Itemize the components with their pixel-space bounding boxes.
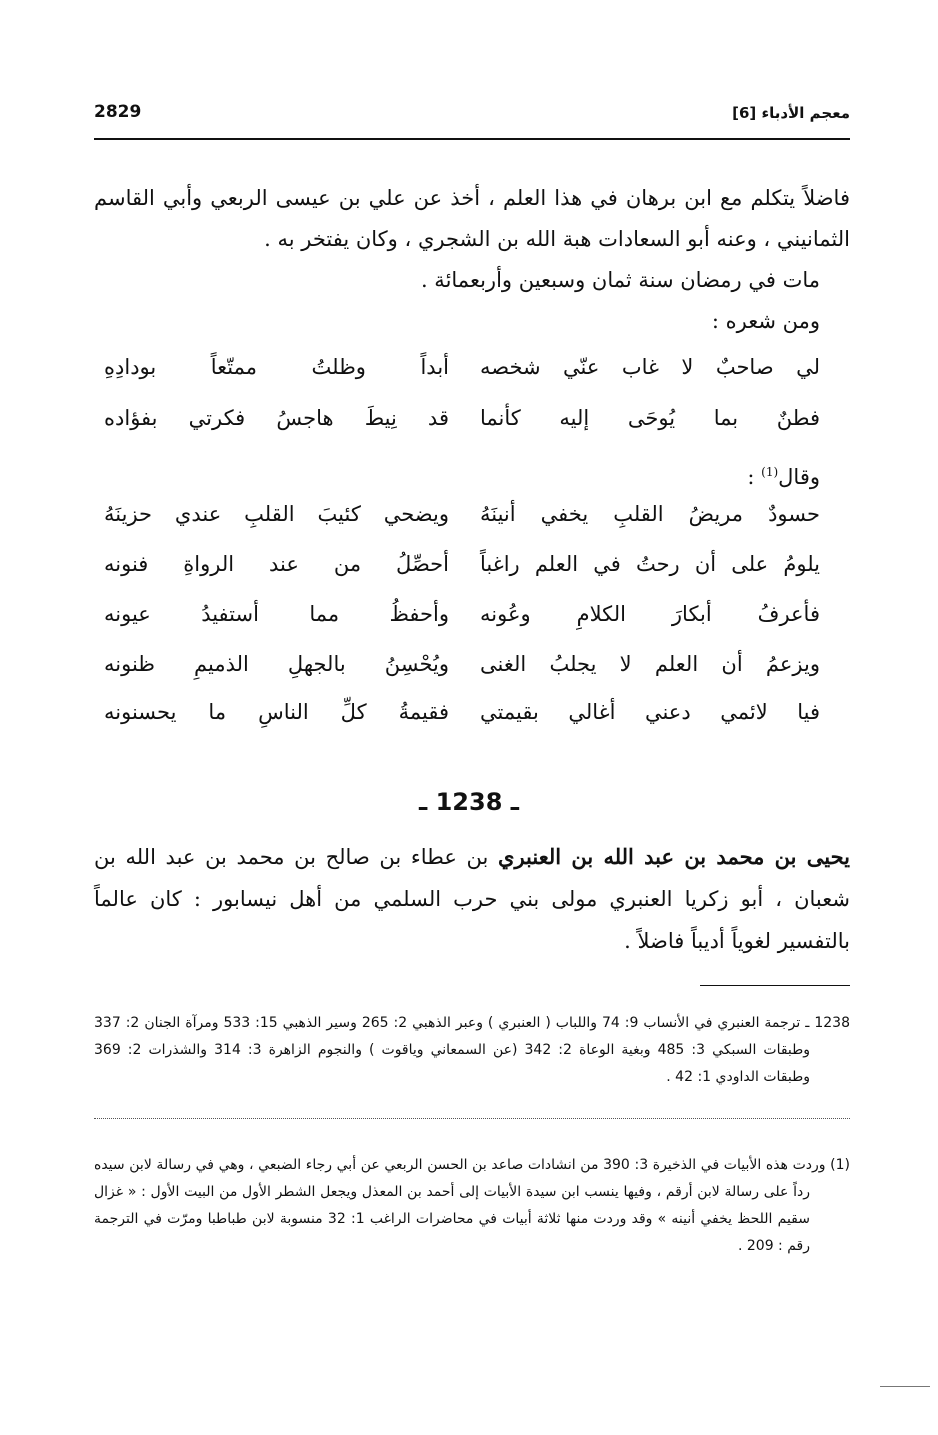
verse-second-hemistich: قد نِيطَ هاجسُ فكرتي بفؤاده [104, 406, 449, 430]
poem-2-intro [94, 452, 850, 498]
footnote-1 [94, 1152, 850, 1260]
corner-mark [880, 1386, 930, 1387]
footnote-entry-sources [94, 1010, 850, 1091]
entry-name: يحيى بن محمد بن عبد الله بن العنبري [498, 844, 850, 869]
footnote-separator [94, 1118, 850, 1119]
footnote-1-text: (1) وردت هذه الأبيات في الذخيرة 3: 390 من انشادات صاعد بن الحسن الربعي عن أبي رجاء الضبعي ، وهي في رسالة لابن سيده رداً على رسالة لابن أرقم ، وفيها ينسب ابن سيدة الأبيات إلى أحمد بن المعذل ويجعل الشطر الأول من البيت الأول : « غزال سقيم اللحظ يخفي أنينه » وقد وردت منها ثلاثة أبيات في محاضرات الراغب 1: 32 منسوبة لابن طباطبا ومرّت في الترجمة رقم : 209 . [94, 1157, 850, 1254]
poem-2-verse-1 [94, 502, 850, 554]
poem-1-verse-2 [94, 406, 850, 458]
poem-intro: ومن شعره : [711, 309, 820, 333]
verse-first-hemistich: ويزعمُ أن العلم لا يجلبُ الغنى [480, 652, 820, 676]
poem-2-verse-2 [94, 552, 850, 604]
running-title: معجم الأدباء [6] [732, 104, 850, 122]
main-text [94, 178, 850, 342]
header-rule [94, 138, 850, 140]
verse-second-hemistich: ويضحي كئيبَ القلبِ عندي حزينَهُ [104, 502, 449, 526]
paragraph-2: مات في رمضان سنة ثمان وسبعين وأربعمائة . [420, 268, 820, 292]
paragraph-1: فاضلاً يتكلم مع ابن برهان في هذا العلم ، أخذ عن علي بن عيسى الربعي وأبي القاسم الثمانيني ، وعنه أبو السعادات هبة الله بن الشجري ، وكان يفتخر به . [94, 186, 850, 251]
entry-number: ـ 1238 ـ [419, 788, 519, 816]
poem-1-verse-1 [94, 355, 850, 407]
footnote-sources-text: 1238 ـ ترجمة العنبري في الأنساب 9: 74 واللباب ( العنبري ) وعبر الذهبي 2: 265 وسير الذهبي 15: 533 ومرآة الجنان 2: 337 وطبقات السبكي 3: 485 وبغية الوعاة 2: 342 (عن السمعاني وياقوت ) والنجوم الزاهرة 3: 314 والشذرات 2: 369 وطبقات الداودي 1: 42 . [94, 1015, 850, 1085]
verse-first-hemistich: فأعرفُ أبكارَ الكلامِ وعُونه [480, 602, 820, 626]
poem-2-verse-4 [94, 652, 850, 704]
verse-second-hemistich: أبداً وظلتُ ممتّعاً بودادِهِ [104, 355, 449, 379]
verse-second-hemistich: فقيمةُ كلِّ الناسِ ما يحسنونه [104, 700, 449, 724]
verse-second-hemistich: وأحفظُ مما أستفيدُ عيونه [104, 602, 449, 626]
page-number: 2829 [94, 102, 142, 122]
verse-first-hemistich: حسودٌ مريضُ القلبِ يخفي أنينَهُ [480, 502, 820, 526]
poem-2-verse-3 [94, 602, 850, 654]
entry-text: بن عطاء بن صالح بن محمد بن عبد الله بن شعبان ، أبو زكريا العنبري مولى بني حرب السلمي من أهل نيسابور : كان عالماً بالتفسير لغوياً أديباً فاضلاً . [94, 845, 850, 953]
said-label: وقال [778, 465, 820, 489]
footnote-rule [700, 985, 850, 986]
verse-first-hemistich: فطنٌ بما يُوحَى إليه كأنما [480, 406, 820, 430]
footnote-ref-1[interactable]: (1) [761, 465, 779, 479]
verse-second-hemistich: أحصِّلُ من عند الرواةِ فنونه [104, 552, 449, 576]
page-header [94, 100, 850, 136]
verse-second-hemistich: ويُحْسِنُ بالجهلِ الذميمِ ظنونه [104, 652, 449, 676]
verse-first-hemistich: لي صاحبٌ لا غاب عنّي شخصه [480, 355, 820, 379]
poem-2-verse-5 [94, 700, 850, 752]
verse-first-hemistich: يلومُ على أن رحتُ في العلم راغباً [480, 552, 820, 576]
said-colon: : [747, 465, 762, 489]
verse-first-hemistich: فيا لائمي دعني أغالي بقيمتي [480, 700, 820, 724]
entry-biography [94, 836, 850, 962]
